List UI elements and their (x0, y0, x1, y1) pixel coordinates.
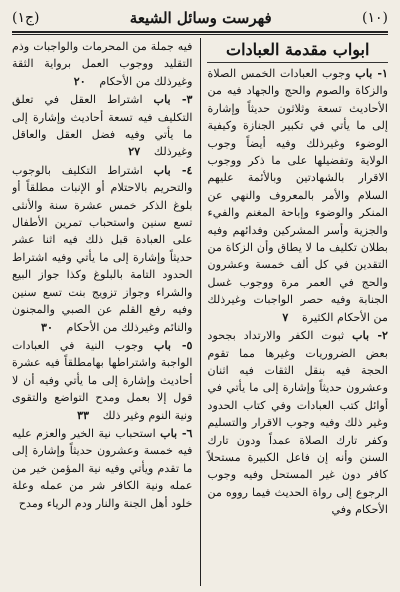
index-entry (12, 91, 193, 161)
right-column (200, 38, 388, 586)
index-entry (12, 38, 193, 90)
entry-page: ٢٠ (73, 73, 86, 88)
entry-text: ثبوت الكفر والارتداد بجحود بعض الضروريات وغيرها مما تقوم الحجة فيه بنقل الثقات فيه اثنان وعشرون حديثاً وإشارة إلى ما يأتي في أوائل كتب العبادات وفي كتاب الحدود وغير ذلك وفيه وجوب الاقرار والتسليم وكفر تارك الصلاة عمداً ودون تارك السنن وأنه إن فاعل الكبيرة مستحلاً كافر دون غير المستحل وفيه وجوب الرجوع إلى رواة الحديث فيما رووه من الأحكام وفي (207, 329, 388, 517)
entry-title: ٢- باب (352, 328, 388, 343)
running-title: فهرست وسائل الشيعة (129, 9, 272, 27)
entry-title: ١- باب (355, 66, 388, 80)
index-entry (207, 327, 388, 518)
entry-title: ٤- باب (153, 162, 193, 177)
entry-text: استحباب نية الخير والعزم عليه فيه خمسة وعشرون حديثاً وإشارة إلى ما تقدم ويأتي وفيه نية المؤمن خير من عمله ونية الكافر شر من عمله وعلة خلود أهل الجنة والنار ودم الرياء ومدح (12, 426, 193, 510)
entry-text: وجوب العبادات الخمس الصلاة والزكاة والصوم والحج والجهاد فيه من الأحاديث تسعة وثلاثون حديثاً وإشارة إلى ما يأتي في تكبير الجنازة وكيفية الوضوء وغيرذلك وفيه أيضاً وجوب الولاية وتفضيلها على ما ذكر ووجوب الاقرار بالشهادتين وبالأئمة عليهم السلام والأمر بالمعروف والنهي عن المنكر والوضوء وإباحة المغنم والفيء والجزية وأسر المشركين وفدائهم وفيه بطلان تكليف ما لا يطاق وأن الزكاة من التقدين في كل ألف خمسة وعشرون والحج في العمر مرة ووجوب غسل الجنابة وفيه حصر الواجبات وغيرذلك من الأحكام الكثيرة (207, 67, 388, 324)
entry-text: وجوب النية في العبادات الواجبة واشتراطها بهامطلقاً فيه عشرة أحاديث وإشارة إلى ما يأتي وفيه أن لا قول إلا بعمل ومدح التواضع والتقوى ونية النوم وغير ذلك (12, 338, 193, 422)
entry-title: ٦- باب (160, 425, 193, 440)
index-entry (12, 425, 193, 512)
header-rule (12, 31, 388, 33)
entry-title: ٣- باب (153, 92, 193, 107)
left-column (12, 38, 200, 586)
header-rule-thin (12, 34, 388, 35)
text-columns (12, 38, 388, 586)
entry-page: ٣٠ (40, 319, 53, 334)
page-number: (١٠) (362, 10, 388, 26)
entry-text: اشتراط التكليف بالوجوب والتحريم بالاحتلام أو الإنبات مطلقاً أو بلوغ الذكر خمس عشرة سنة والأنثى تسع سنين واستحباب تمرين الأطفال على العبادة قبل ذلك فيه اثنا عشر حديثاً وإشارة إلى ما يأتي وفيه اشتراط الحدود التامة بالبلوغ وكذا جواز البيع والشراء وجواز تزويج بنت تسع سنين وفيه رفع القلم عن الصبي والمجنون والنائم وغيرذلك من الأحكام (12, 163, 193, 334)
section-heading: ابواب مقدمة العبادات (207, 38, 388, 63)
entry-page: ٢٧ (128, 144, 141, 159)
index-entry (207, 65, 388, 326)
entry-page: ٧ (282, 309, 289, 324)
index-entry (12, 337, 193, 424)
entry-text: فيه جملة من المحرمات والواجبات وذم التقليد ووجوب العمل برواية الثقة وغيرذلك من الأحكام (12, 40, 193, 88)
entry-page: ٣٣ (77, 407, 90, 422)
entry-title: ٥- باب (153, 337, 193, 352)
page-header (12, 6, 388, 30)
volume-label: (ج١) (12, 10, 40, 26)
index-entry (12, 162, 193, 336)
entry-text: اشتراط العقل في تعلق التكليف فيه تسعة أحاديث وإشارة إلى ما يأتي وفيه فضل العقل والعاقل وغيرذلك (12, 93, 193, 159)
